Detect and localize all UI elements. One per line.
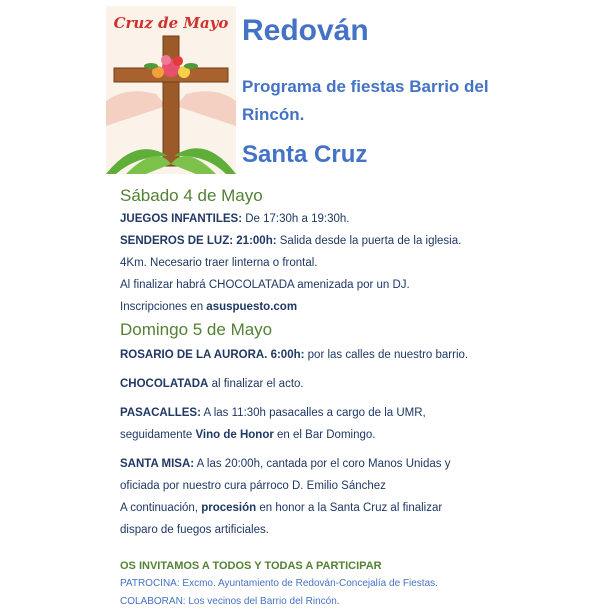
program-line: [120, 373, 590, 395]
text: Salida desde la puerta de la iglesia.: [276, 235, 462, 247]
text: al finalizar el acto.: [208, 378, 304, 390]
text: seguidamente: [120, 429, 196, 441]
page-title: Redován: [242, 14, 369, 47]
program-line: [120, 274, 590, 296]
cruz-de-mayo-image: [106, 6, 236, 174]
cross-illustration: [106, 6, 236, 174]
program-line: [120, 344, 590, 366]
text: A continuación,: [120, 502, 202, 514]
bold-text: SANTA MISA:: [120, 458, 195, 470]
day-events: [120, 208, 590, 318]
program-line: [120, 497, 590, 519]
text: oficiada por nuestro cura párroco D. Emilio Sánchez: [120, 480, 386, 492]
bold-text: procesión: [201, 502, 257, 514]
bold-text: ROSARIO DE LA AURORA. 6:00h:: [120, 349, 305, 361]
program-line: [120, 475, 590, 497]
day-events: [120, 344, 590, 541]
text: disparo de fuegos artificiales.: [120, 524, 269, 536]
program-line: [120, 453, 590, 475]
program-line: [120, 424, 590, 446]
bold-text: SENDEROS DE LUZ: 21:00h:: [120, 235, 277, 247]
collaborators-credit: COLABORAN: Los vecinos del Barrio del Rincón.: [120, 596, 340, 607]
program-line: [120, 296, 590, 318]
text: De 17:30h a 19:30h.: [242, 213, 350, 225]
text: Al finalizar habrá CHOCOLATADA amenizada por un DJ.: [120, 279, 410, 291]
image-caption: Cruz de Mayo: [113, 14, 229, 32]
spacer: [120, 366, 590, 373]
program-content: [120, 186, 590, 611]
spacer: [120, 446, 590, 453]
bold-text: PASACALLES:: [120, 407, 201, 419]
sponsor-credit: PATROCINA: Excmo. Ayuntamiento de Redován-Concejalía de Fiestas.: [120, 578, 438, 589]
text: 4Km. Necesario traer linterna o frontal.: [120, 257, 318, 269]
text: A las 11:30h pasacalles a cargo de la UMR,: [200, 407, 426, 419]
text: por las calles de nuestro barrio.: [304, 349, 469, 361]
invitation-text: OS INVITAMOS A TODOS Y TODAS A PARTICIPAR: [120, 560, 382, 572]
bold-text: JUEGOS INFANTILES:: [120, 213, 243, 225]
spacer: [120, 395, 590, 402]
bold-text: asuspuesto.com: [206, 301, 298, 313]
text: en el Bar Domingo.: [273, 429, 376, 441]
day-title: Domingo 5 de Mayo: [120, 320, 273, 339]
text: Inscripciones en: [120, 301, 207, 313]
program-line: [120, 402, 590, 424]
page-subtitle: Programa de fiestas Barrio del Rincón.: [242, 77, 489, 124]
day-title: Sábado 4 de Mayo: [120, 186, 263, 205]
program-line: [120, 208, 590, 230]
program-line: [120, 519, 590, 541]
page-heading: Santa Cruz: [242, 141, 368, 168]
bold-text: Vino de Honor: [195, 429, 274, 441]
bold-text: CHOCOLATADA: [120, 378, 209, 390]
text: en honor a la Santa Cruz al finalizar: [256, 502, 443, 514]
text: A las 20:00h, cantada por el coro Manos Unidas y: [194, 458, 451, 470]
program-line: [120, 230, 590, 252]
program-line: [120, 252, 590, 274]
